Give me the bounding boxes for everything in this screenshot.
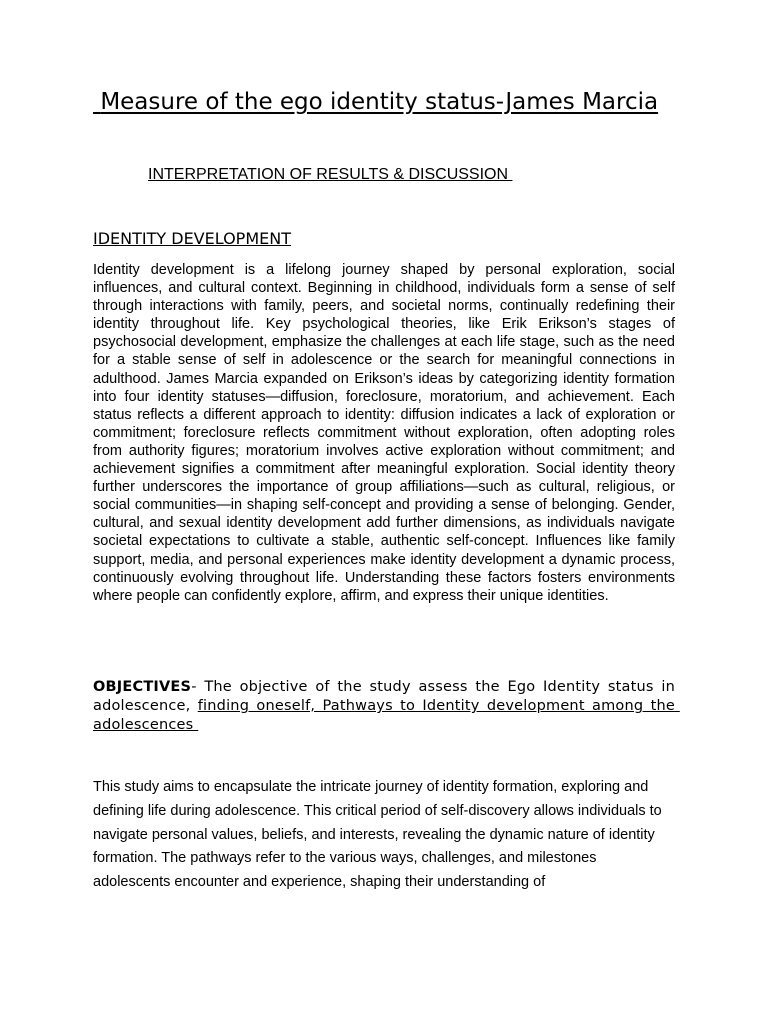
section-heading-identity-development: IDENTITY DEVELOPMENT [93, 229, 291, 248]
objectives-underlined-text: finding oneself, Pathways to Identity development among the adolescences [93, 698, 680, 733]
study-aims-paragraph: This study aims to encapsulate the intricate journey of identity formation, exploring and defining life during adolescence. This critical period of self-discovery allows individuals to navigate personal values, beliefs, and interests, revealing the dynamic nature of identity formation. The pathways refer to the various ways, challenges, and milestones adolescents encounter and experience, shaping their understanding of [93, 779, 662, 891]
document-title: Measure of the ego identity status-James Marcia [93, 89, 659, 115]
objectives-text: - The objective of the study assess the Ego Identity status in adolescence, [93, 679, 675, 714]
document-subtitle: INTERPRETATION OF RESULTS & DISCUSSION [148, 166, 513, 183]
identity-development-paragraph: Identity development is a lifelong journey shaped by personal exploration, social influences, and cultural context. Beginning in childhood, individuals form a sense of self through interactions with family, peers, and societal norms, continually redefining their identity throughout life. Key psychological theories, like Erik Erikson’s stages of psychosocial development, emphasize the challenges at each life stage, such as the need for a stable sense of self in adolescence or the search for meaningful connections in adulthood. James Marcia expanded on Erikson’s ideas by categorizing identity formation into four identity statuses—diffusion, foreclosure, moratorium, and achievement. Each status reflects a different approach to identity: diffusion indicates a lack of exploration or commitment; foreclosure reflects commitment without exploration, often adopting roles from authority figures; moratorium involves active exploration without commitment; and achievement signifies a commitment after meaningful exploration. Social identity theory further underscores the importance of group affiliations—such as cultural, religious, or social communities—in shaping self-concept and providing a sense of belonging. Gender, cultural, and sexual identity development add further dimensions, as individuals navigate societal expectations to cultivate a stable, authentic self-concept. Influences like family support, media, and personal experiences make identity development a dynamic process, continuously evolving throughout life. Understanding these factors fosters environments where people can confidently explore, affirm, and express their unique identities. [93, 262, 675, 604]
objectives-label: OBJECTIVES [93, 679, 192, 695]
objectives-paragraph [93, 678, 680, 735]
